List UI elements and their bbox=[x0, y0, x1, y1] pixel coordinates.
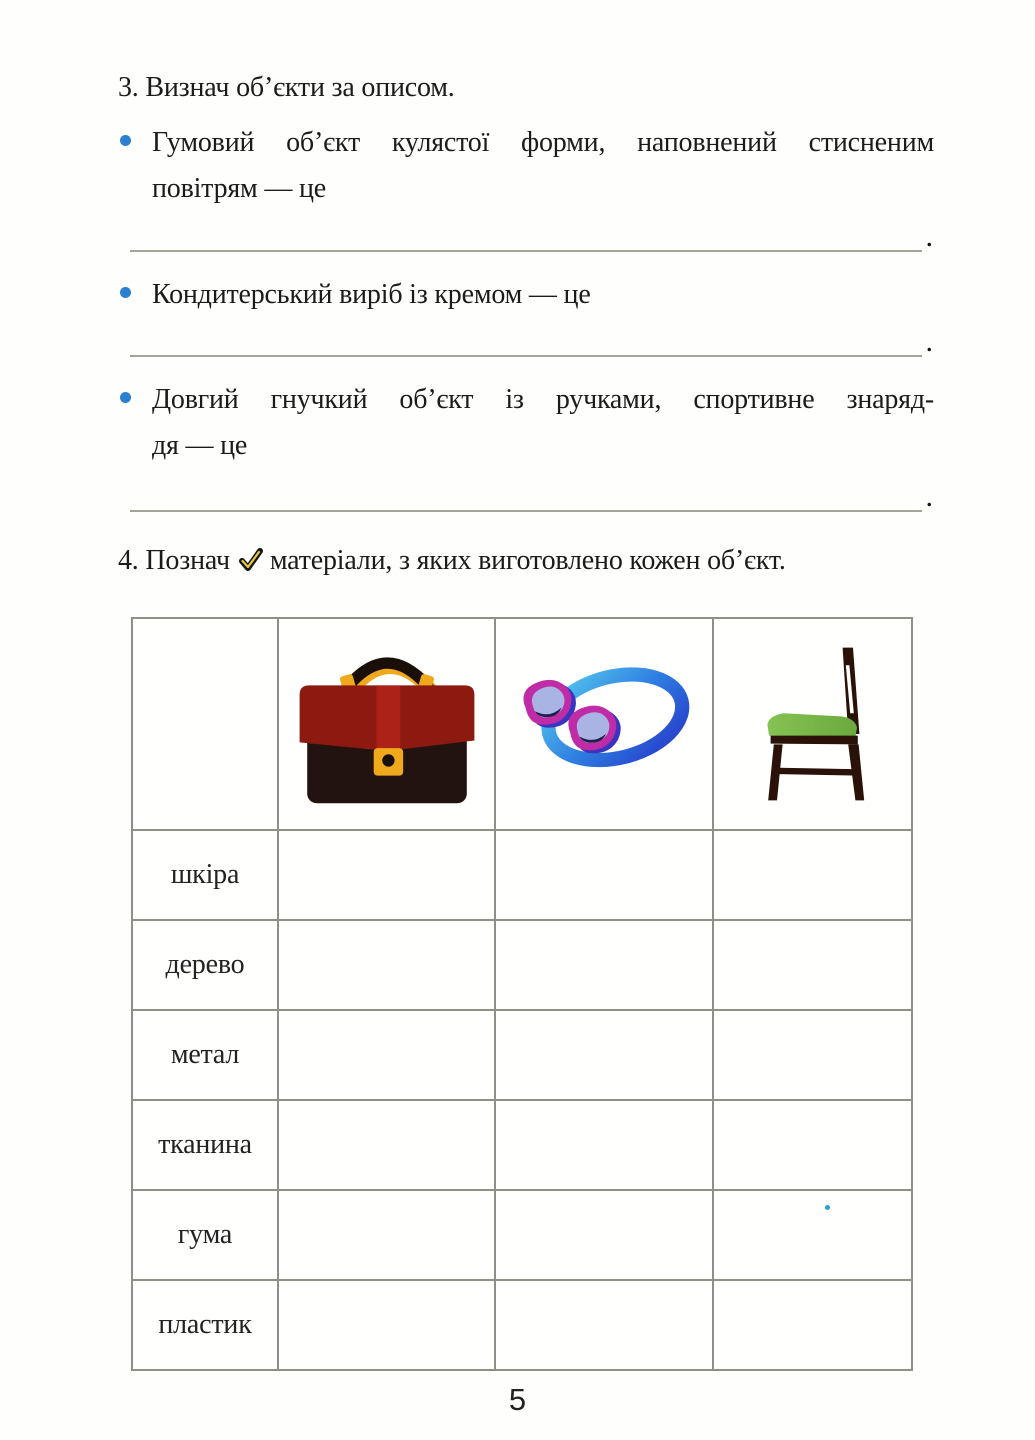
task3-item-2-line1: Кондитерський виріб із кремом — це bbox=[152, 279, 591, 310]
task4-heading-suffix: матеріали, з яких виготовлено кожен об’єкт. bbox=[269, 545, 786, 576]
task3-item-1-line2: повітрям — це bbox=[152, 173, 326, 204]
object-cell-briefcase bbox=[278, 618, 495, 830]
table-header-row bbox=[132, 618, 912, 830]
answer-line-3[interactable] bbox=[130, 480, 922, 512]
answer-cell[interactable] bbox=[495, 1280, 713, 1370]
answer-period-2: . bbox=[925, 325, 933, 358]
task3-item-2 bbox=[118, 272, 934, 318]
answer-cell[interactable] bbox=[495, 1100, 713, 1190]
task3-item-3-line1: Довгий гнучкий об’єкт із ручками, спортивне знаряд- bbox=[152, 384, 934, 415]
answer-line-2[interactable] bbox=[130, 325, 922, 357]
answer-cell[interactable] bbox=[713, 1010, 912, 1100]
answer-cell[interactable] bbox=[278, 1010, 495, 1100]
task3-item-1-line1: Гумовий об’єкт кулястої форми, наповнений стисненим bbox=[152, 127, 934, 158]
swim-goggles-icon bbox=[509, 651, 699, 793]
answer-line-1[interactable] bbox=[130, 220, 922, 252]
answer-cell[interactable] bbox=[278, 1280, 495, 1370]
material-row bbox=[132, 1100, 912, 1190]
material-label: шкіра bbox=[132, 830, 278, 920]
answer-cell[interactable] bbox=[278, 920, 495, 1010]
answer-cell[interactable] bbox=[713, 920, 912, 1010]
chair-icon bbox=[745, 622, 881, 822]
briefcase-icon bbox=[292, 633, 482, 811]
answer-cell[interactable] bbox=[713, 1190, 912, 1280]
ink-speck bbox=[825, 1205, 830, 1210]
material-row bbox=[132, 920, 912, 1010]
task3-item-3-line2: дя — це bbox=[152, 430, 248, 461]
page-number: 5 bbox=[508, 1382, 527, 1417]
material-label: дерево bbox=[132, 920, 278, 1010]
material-label: гума bbox=[132, 1190, 278, 1280]
answer-cell[interactable] bbox=[495, 920, 713, 1010]
materials-table bbox=[131, 617, 913, 1371]
answer-cell[interactable] bbox=[495, 1190, 713, 1280]
object-cell-chair bbox=[713, 618, 912, 830]
answer-row-1 bbox=[130, 220, 933, 252]
object-cell-goggles bbox=[495, 618, 713, 830]
task3-item-3 bbox=[118, 377, 934, 469]
material-row bbox=[132, 1280, 912, 1370]
answer-cell[interactable] bbox=[495, 1010, 713, 1100]
task3-item-1 bbox=[118, 120, 934, 212]
material-label: метал bbox=[132, 1010, 278, 1100]
answer-cell[interactable] bbox=[495, 830, 713, 920]
material-label: пластик bbox=[132, 1280, 278, 1370]
material-row bbox=[132, 1010, 912, 1100]
answer-cell[interactable] bbox=[278, 830, 495, 920]
answer-period-3: . bbox=[925, 480, 933, 513]
bullet-icon bbox=[120, 287, 131, 298]
corner-cell bbox=[132, 618, 278, 830]
material-row bbox=[132, 830, 912, 920]
material-row bbox=[132, 1190, 912, 1280]
material-label: тканина bbox=[132, 1100, 278, 1190]
answer-cell[interactable] bbox=[713, 830, 912, 920]
checkmark-icon bbox=[238, 547, 264, 573]
answer-cell[interactable] bbox=[713, 1100, 912, 1190]
bullet-icon bbox=[120, 135, 131, 146]
answer-period-1: . bbox=[925, 220, 933, 253]
answer-cell[interactable] bbox=[278, 1190, 495, 1280]
answer-row-3 bbox=[130, 480, 933, 512]
answer-cell[interactable] bbox=[713, 1280, 912, 1370]
task4-heading-prefix: 4. Познач bbox=[118, 545, 230, 576]
task4-heading bbox=[118, 543, 786, 579]
bullet-icon bbox=[120, 392, 131, 403]
answer-cell[interactable] bbox=[278, 1100, 495, 1190]
answer-row-2 bbox=[130, 325, 933, 357]
task3-heading: 3. Визнач об’єкти за описом. bbox=[118, 72, 455, 103]
